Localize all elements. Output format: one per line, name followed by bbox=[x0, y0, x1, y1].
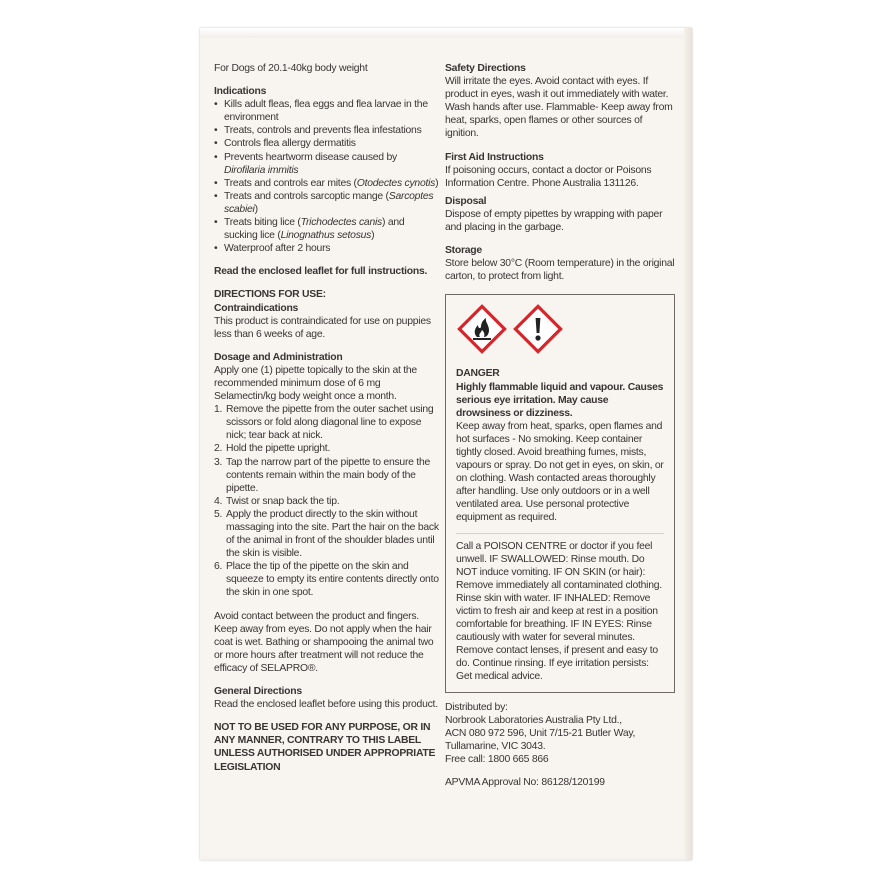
first-aid-text: If poisoning occurs, contact a doctor or Poisons Information Centre. Phone Australia 131126. bbox=[445, 164, 652, 189]
distributor-line: Free call: 1800 665 866 bbox=[445, 753, 549, 765]
hazard-box bbox=[445, 294, 675, 692]
indication-text: ) bbox=[254, 203, 258, 215]
step-text: Place the tip of the pipette on the skin and squeeze to empty its entire contents directly onto the skin in one spot. bbox=[226, 561, 439, 599]
indication-item bbox=[214, 190, 440, 216]
indication-item bbox=[214, 216, 440, 242]
step-number: 4. bbox=[214, 495, 223, 507]
distributor-line: Tullamarine, VIC 3043. bbox=[445, 740, 546, 752]
step-text: Apply the product directly to the skin without massaging into the site. Part the hair on the back of the animal in front of the shoulder blades until the skin is visible. bbox=[226, 508, 439, 560]
step-text: Twist or snap back the tip. bbox=[226, 495, 340, 507]
distributor-address bbox=[445, 714, 677, 766]
indication-text: ) and sucking lice ( bbox=[224, 217, 405, 242]
dog-weight-intro: For Dogs of 20.1-40kg body weight bbox=[214, 63, 368, 74]
indication-item bbox=[214, 124, 440, 137]
indication-species-name: Linognathus setosus bbox=[280, 230, 372, 242]
flame-pictogram-icon bbox=[456, 303, 508, 355]
dosage-step bbox=[214, 495, 440, 508]
indication-text: Kills adult fleas, flea eggs and flea larvae in the environment bbox=[224, 99, 428, 124]
read-leaflet-notice: Read the enclosed leaflet for full instructions. bbox=[214, 266, 428, 278]
disposal-heading: Disposal bbox=[445, 195, 487, 207]
indication-text: Treats and controls sarcoptic mange ( bbox=[224, 190, 389, 202]
indications-heading: Indications bbox=[214, 86, 267, 98]
dosage-heading: Dosage and Administration bbox=[214, 351, 343, 363]
disposal-text: Dispose of empty pipettes by wrapping with paper and placing in the garbage. bbox=[445, 208, 663, 234]
first-aid-heading: First Aid Instructions bbox=[445, 151, 544, 163]
step-number: 2. bbox=[214, 443, 223, 455]
indication-item bbox=[214, 151, 440, 177]
carton-top-edge bbox=[200, 28, 692, 38]
storage-heading: Storage bbox=[445, 245, 482, 257]
precautionary-statements: Keep away from heat, sparks, open flames and hot surfaces - No smoking. Keep container tightly closed. Avoid breathing fumes, mists, vapours or spray. Do not get in eyes, on skin, or on clothing. Wash contacted areas thoroughly after handling. Use only outdoors or in a well ventilated area. Use personal protective equipment as required. bbox=[456, 420, 664, 524]
dosage-step bbox=[214, 560, 440, 599]
indication-text: Waterproof after 2 hours bbox=[224, 243, 331, 255]
hazard-statements: Highly flammable liquid and vapour. Causes serious eye irritation. May cause drowsiness or dizziness. bbox=[456, 381, 664, 419]
indication-item bbox=[214, 98, 440, 124]
step-number: 1. bbox=[214, 404, 223, 416]
avoid-contact-text: Avoid contact between the product and fingers. Keep away from eyes. Do not apply when the hair coat is wet. Bathing or shampooing the animal two or more hours after treatment will not reduce the efficacy of SELAPRO®. bbox=[214, 610, 434, 674]
legislation-warning: NOT TO BE USED FOR ANY PURPOSE, OR IN ANY MANNER, CONTRARY TO THIS LABEL UNLESS AUTHORISED UNDER APPROPRIATE LEGISLATION bbox=[214, 722, 436, 773]
indication-text: Controls flea allergy dermatitis bbox=[224, 138, 356, 150]
step-text: Tap the narrow part of the pipette to ensure the contents remain within the main body of the pipette. bbox=[226, 456, 431, 494]
left-column bbox=[214, 62, 440, 774]
general-directions-text: Read the enclosed leaflet before using this product. bbox=[214, 699, 438, 711]
carton-side-edge bbox=[684, 28, 692, 860]
contraindications-heading: Contraindications bbox=[214, 302, 299, 314]
exclamation-pictogram-icon bbox=[512, 303, 564, 355]
indication-item bbox=[214, 242, 440, 255]
indication-species-name: Trichodectes canis bbox=[300, 217, 382, 229]
indication-text: Treats biting lice ( bbox=[224, 217, 301, 229]
response-statements: Call a POISON CENTRE or doctor if you feel unwell. IF SWALLOWED: Rinse mouth. Do NOT induce vomiting. IF ON SKIN (or hair): Remove immediately all contaminated clothing. Rinse skin with water. IF INHALED: Remove victim to fresh air and keep at rest in a position comfortable for breathing. IF IN EYES: Rinse cautiously with water for several minutes. Remove contact lenses, if present and easy to do. Continue rinsing. If eye irritation persists: Get medical advice. bbox=[456, 540, 662, 683]
contraindications-text: This product is contraindicated for use on puppies less than 6 weeks of age. bbox=[214, 315, 431, 340]
indication-item bbox=[214, 177, 440, 190]
indication-text: Prevents heartworm disease caused by bbox=[224, 151, 397, 163]
indication-item bbox=[214, 137, 440, 150]
dosage-step bbox=[214, 403, 440, 442]
step-text: Hold the pipette upright. bbox=[226, 443, 331, 455]
hazard-divider bbox=[456, 533, 664, 534]
right-column bbox=[445, 62, 677, 789]
general-directions-heading: General Directions bbox=[214, 686, 302, 698]
step-number: 3. bbox=[214, 456, 223, 468]
apvma-approval-number: APVMA Approval No: 86128/120199 bbox=[445, 777, 605, 789]
step-number: 5. bbox=[214, 508, 223, 520]
indication-text: ) bbox=[435, 177, 439, 189]
safety-directions-text: Will irritate the eyes. Avoid contact with eyes. If product in eyes, wash it out immediately with water. Wash hands after use. Flammable- Keep away from heat, sparks, open flames or other sources of ignition. bbox=[445, 76, 673, 140]
step-number: 6. bbox=[214, 561, 223, 573]
indication-species-name: Dirofilaria immitis bbox=[224, 164, 299, 176]
indication-text: ) bbox=[371, 230, 375, 242]
indications-list bbox=[214, 98, 440, 255]
dosage-step bbox=[214, 508, 440, 560]
hazard-pictograms bbox=[456, 303, 664, 355]
step-text: Remove the pipette from the outer sachet using scissors or fold along diagonal line to expose nick; tear back at nick. bbox=[226, 404, 434, 442]
dosage-step bbox=[214, 442, 440, 455]
dosage-step bbox=[214, 456, 440, 495]
indication-text: Treats and controls ear mites ( bbox=[224, 177, 357, 189]
dosage-steps-list bbox=[214, 403, 440, 599]
indication-species-name: Sarcoptes scabiei bbox=[224, 190, 434, 215]
indication-species-name: Otodectes cynotis bbox=[356, 177, 436, 189]
distributor-line: Norbrook Laboratories Australia Pty Ltd., bbox=[445, 714, 622, 726]
danger-signal-word: DANGER bbox=[456, 368, 500, 380]
safety-directions-heading: Safety Directions bbox=[445, 63, 526, 74]
distributor-line: ACN 080 972 596, Unit 7/15-21 Butler Way, bbox=[445, 727, 636, 739]
dosage-text: Apply one (1) pipette topically to the skin at the recommended minimum dose of 6 mg Selamectin/kg body weight once a month. bbox=[214, 364, 417, 403]
distributed-by-label: Distributed by: bbox=[445, 701, 508, 713]
indication-text: Treats, controls and prevents flea infestations bbox=[224, 125, 422, 137]
directions-heading: DIRECTIONS FOR USE: bbox=[214, 289, 326, 301]
storage-text: Store below 30°C (Room temperature) in the original carton, to protect from light. bbox=[445, 258, 675, 283]
